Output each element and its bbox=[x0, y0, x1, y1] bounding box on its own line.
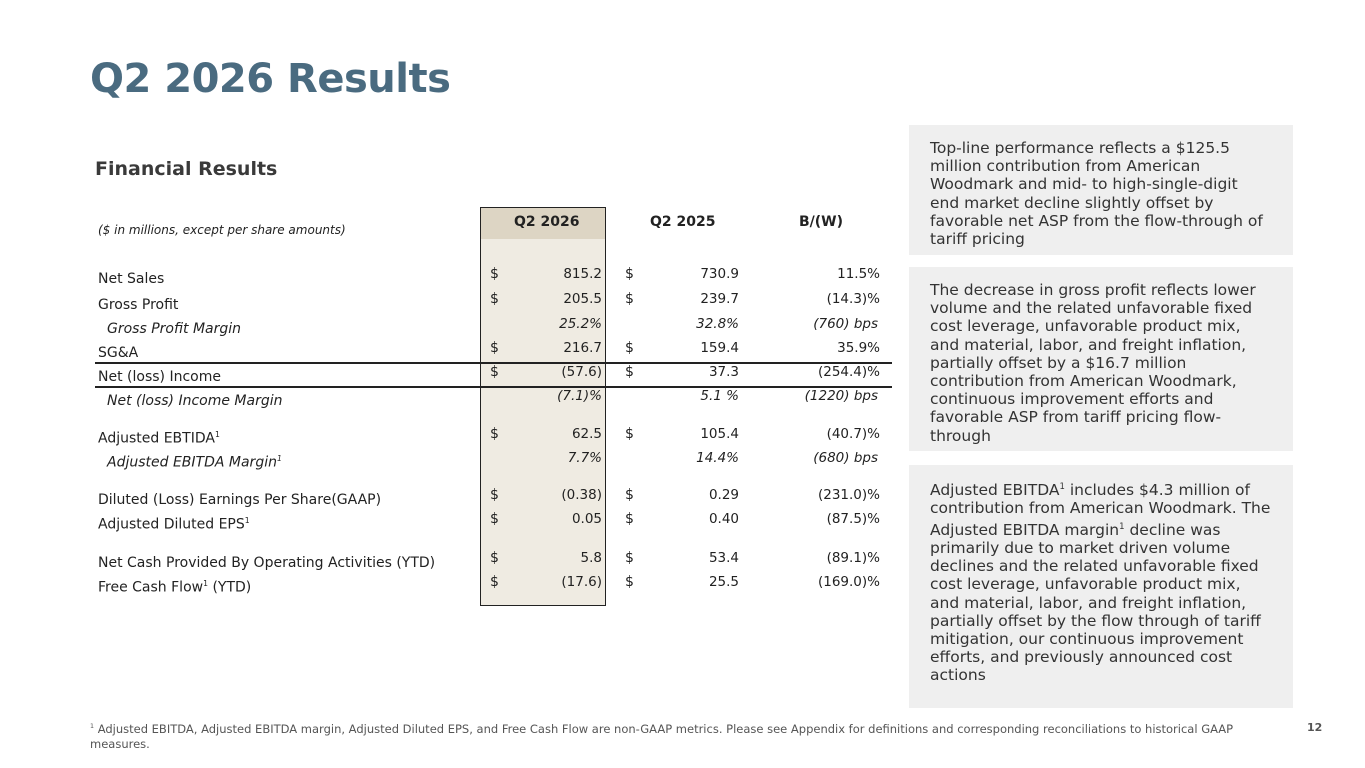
table-rule-bottom bbox=[95, 386, 892, 388]
net-sales-change: 11.5% bbox=[837, 266, 880, 282]
adjusted-ebitda-margin-change: (680) bps bbox=[813, 450, 878, 466]
gross-profit-q2-2025: 239.7 bbox=[700, 291, 739, 307]
adjusted-diluted-eps-q2-2026: 0.05 bbox=[571, 511, 602, 527]
free-cash-flow-q2-2026: (17.6) bbox=[561, 574, 602, 590]
commentary-box-gross-profit bbox=[909, 267, 1293, 451]
currency-symbol: $ bbox=[490, 550, 499, 566]
sga-q2-2025: 159.4 bbox=[700, 340, 739, 356]
currency-symbol: $ bbox=[625, 291, 634, 307]
net-income-q2-2026: (57.6) bbox=[561, 364, 602, 380]
currency-symbol: $ bbox=[625, 550, 634, 566]
footnote-marker: 1 bbox=[244, 516, 250, 525]
adjusted-ebitda-margin-q2-2026: 7.7% bbox=[567, 450, 602, 466]
currency-symbol: $ bbox=[490, 487, 499, 503]
gross-profit-q2-2026: 205.5 bbox=[563, 291, 602, 307]
page-title: Q2 2026 Results bbox=[90, 56, 451, 102]
currency-symbol: $ bbox=[490, 426, 499, 442]
row-label-operating-cash: Net Cash Provided By Operating Activities (YTD) bbox=[98, 555, 436, 571]
column-header-q2-2026: Q2 2026 bbox=[514, 214, 580, 230]
adjusted-ebitda-margin-q2-2025: 14.4% bbox=[696, 450, 739, 466]
currency-symbol: $ bbox=[625, 266, 634, 282]
footnote-marker: 1 bbox=[1119, 521, 1125, 532]
currency-symbol: $ bbox=[490, 266, 499, 282]
net-income-margin-change: (1220) bps bbox=[804, 388, 878, 404]
currency-symbol: $ bbox=[625, 364, 634, 380]
operating-cash-change: (89.1)% bbox=[826, 550, 880, 566]
operating-cash-q2-2026: 5.8 bbox=[580, 550, 602, 566]
adjusted-ebitda-q2-2026: 62.5 bbox=[571, 426, 602, 442]
row-label-net-income: Net (loss) Income bbox=[98, 369, 221, 385]
net-sales-q2-2025: 730.9 bbox=[700, 266, 739, 282]
footnote-marker: 1 bbox=[1059, 482, 1065, 492]
diluted-eps-change: (231.0)% bbox=[817, 487, 880, 503]
currency-symbol: $ bbox=[625, 487, 634, 503]
row-label-free-cash-flow: Free Cash Flow$^1$ (YTD) bbox=[98, 579, 252, 596]
footnote-marker: 1 bbox=[276, 454, 282, 463]
footnote-marker: 1 bbox=[203, 579, 208, 588]
free-cash-flow-change: (169.0)% bbox=[817, 574, 880, 590]
operating-cash-q2-2025: 53.4 bbox=[708, 550, 739, 566]
diluted-eps-q2-2026: (0.38) bbox=[561, 487, 602, 503]
currency-symbol: $ bbox=[490, 511, 499, 527]
row-label-diluted-eps: Diluted (Loss) Earnings Per Share(GAAP) bbox=[98, 492, 382, 508]
gross-profit-margin-q2-2025: 32.8% bbox=[696, 316, 739, 332]
gross-profit-margin-q2-2026: 25.2% bbox=[559, 316, 602, 332]
gross-profit-margin-change: (760) bps bbox=[813, 316, 878, 332]
page-number: 12 bbox=[1307, 721, 1323, 734]
row-label-net-income-margin: Net (loss) Income Margin bbox=[107, 393, 283, 409]
diluted-eps-q2-2025: 0.29 bbox=[708, 487, 739, 503]
commentary-text: Top-line performance reflects a $125.5 million contribution from American Woodmark and mid- to high-single-digit end market decline slightly offset by favorable net ASP from the flow-through of tariff pricing bbox=[930, 139, 1263, 249]
currency-symbol: $ bbox=[625, 340, 634, 356]
footnote: $^1$ Adjusted EBITDA, Adjusted EBITDA margin, Adjusted Diluted EPS, and Free Cash Flow are non-GAAP metrics. Please see Appendix for definitions and corresponding reconciliations to historical GAAP measures. bbox=[90, 721, 1234, 751]
row-label-adjusted-ebitda-margin: Adjusted EBITDA Margin$^1$ bbox=[107, 454, 282, 471]
currency-symbol: $ bbox=[490, 364, 499, 380]
column-header-q2-2025: Q2 2025 bbox=[650, 214, 716, 230]
commentary-box-sales bbox=[909, 125, 1293, 255]
adjusted-ebitda-change: (40.7)% bbox=[826, 426, 880, 442]
commentary-box-ebitda bbox=[909, 465, 1293, 708]
currency-symbol: $ bbox=[625, 511, 634, 527]
currency-symbol: $ bbox=[490, 291, 499, 307]
sga-q2-2026: 216.7 bbox=[563, 340, 602, 356]
section-title: Financial Results bbox=[95, 158, 278, 180]
commentary-text: Adjusted EBITDA$^1$ includes $4.3 million of contribution from American Woodmark. The Adjusted EBITDA margin$^1$ decline was primarily due to market driven volume declines and the related unfavorable fixed cost leverage, unfavorable product mix, and material, labor, and freight inflation, partially offset by the flow through of tariff mitigation, our continuous improvement efforts, and previously announced cost actions bbox=[930, 481, 1271, 685]
net-income-margin-q2-2025: 5.1 % bbox=[700, 388, 739, 404]
net-sales-q2-2026: 815.2 bbox=[563, 266, 602, 282]
row-label-sga: SG&A bbox=[98, 345, 139, 361]
net-income-margin-q2-2026: (7.1)% bbox=[557, 388, 602, 404]
units-note: ($ in millions, except per share amounts) bbox=[98, 223, 346, 237]
adjusted-ebitda-q2-2025: 105.4 bbox=[700, 426, 739, 442]
footnote-marker: 1 bbox=[214, 430, 220, 439]
row-label-adjusted-ebitda: Adjusted EBTIDA$^1$ bbox=[98, 430, 220, 447]
net-income-q2-2025: 37.3 bbox=[708, 364, 739, 380]
currency-symbol: $ bbox=[490, 574, 499, 590]
currency-symbol: $ bbox=[625, 574, 634, 590]
net-income-change: (254.4)% bbox=[817, 364, 880, 380]
free-cash-flow-q2-2025: 25.5 bbox=[708, 574, 739, 590]
column-header-better-worse: B/(W) bbox=[799, 214, 844, 230]
row-label-gross-profit-margin: Gross Profit Margin bbox=[107, 321, 242, 337]
footnote-marker: 1 bbox=[90, 723, 95, 730]
row-label-net-sales: Net Sales bbox=[98, 271, 165, 287]
sga-change: 35.9% bbox=[837, 340, 880, 356]
gross-profit-change: (14.3)% bbox=[826, 291, 880, 307]
row-label-gross-profit: Gross Profit bbox=[98, 297, 179, 313]
currency-symbol: $ bbox=[490, 340, 499, 356]
adjusted-diluted-eps-q2-2025: 0.40 bbox=[708, 511, 739, 527]
commentary-text: The decrease in gross profit reflects lower volume and the related unfavorable fixed cost leverage, unfavorable product mix, and material, labor, and freight inflation, partially offset by a $16.7 million contribution from American Woodmark, continuous improvement efforts and favorable ASP from tariff pricing flow-through bbox=[930, 281, 1256, 445]
row-label-adjusted-diluted-eps: Adjusted Diluted EPS$^1$ bbox=[98, 516, 250, 533]
adjusted-diluted-eps-change: (87.5)% bbox=[826, 511, 880, 527]
currency-symbol: $ bbox=[625, 426, 634, 442]
